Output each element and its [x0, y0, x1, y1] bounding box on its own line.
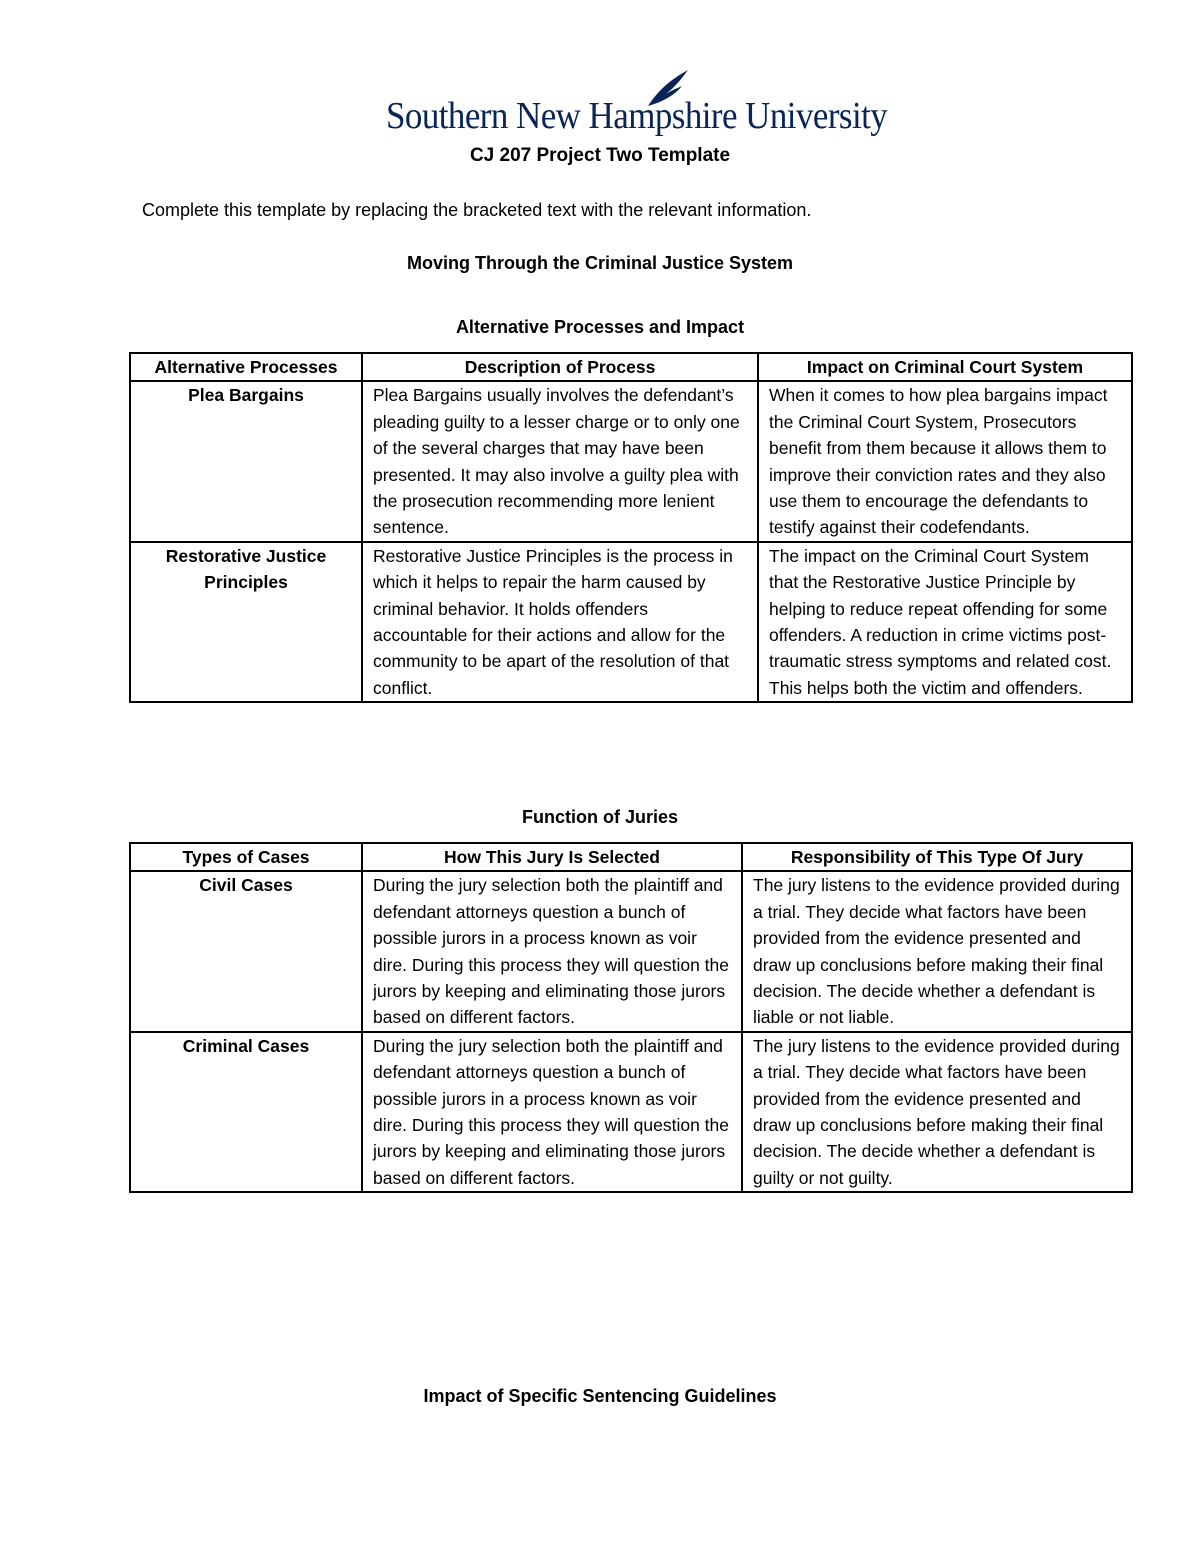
- jury-responsibility: The jury listens to the evidence provided during a trial. They decide what factors have been provided from the evidence presented and draw up conclusions before making their final decision. The decide whether a defendant is guilty or not guilty.: [742, 1032, 1132, 1192]
- sentencing-heading: Impact of Specific Sentencing Guidelines: [423, 1386, 777, 1406]
- column-header: How This Jury Is Selected: [362, 843, 742, 871]
- column-header: Alternative Processes: [130, 353, 362, 381]
- logo-text: Southern New Hampshire University: [386, 95, 888, 137]
- table-row: [130, 381, 1132, 541]
- table-row: [130, 542, 1132, 702]
- university-logo: [386, 68, 888, 137]
- process-name: Restorative Justice Principles: [130, 542, 362, 702]
- process-impact: When it comes to how plea bargains impact the Criminal Court System, Prosecutors benefit from them because it allows them to improve their conviction rates and they also use them to encourage the defendants to testify against their codefendants.: [758, 381, 1132, 541]
- juries-table: [129, 842, 1133, 1193]
- column-header: Description of Process: [362, 353, 758, 381]
- column-header: Responsibility of This Type Of Jury: [742, 843, 1132, 871]
- process-impact: The impact on the Criminal Court System that the Restorative Justice Principle by helping to reduce repeat offending for some offenders. A reduction in crime victims post-traumatic stress symptoms and related cost. This helps both the victim and offenders.: [758, 542, 1132, 702]
- process-description: Plea Bargains usually involves the defendant’s pleading guilty to a lesser charge or to only one of the several charges that may have been presented. It may also involve a guilty plea with the prosecution recommending more lenient sentence.: [362, 381, 758, 541]
- alt-processes-table: [129, 352, 1133, 703]
- jury-responsibility: The jury listens to the evidence provided during a trial. They decide what factors have been provided from the evidence presented and draw up conclusions before making their final decision. The decide whether a defendant is liable or not liable.: [742, 871, 1132, 1031]
- jury-selection: During the jury selection both the plaintiff and defendant attorneys question a bunch of possible jurors in a process known as voir dire. During this process they will question the jurors by keeping and eliminating those jurors based on different factors.: [362, 871, 742, 1031]
- process-description: Restorative Justice Principles is the process in which it helps to repair the harm caused by criminal behavior. It holds offenders accountable for their actions and allow for the community to be apart of the resolution of that conflict.: [362, 542, 758, 702]
- juries-heading: Function of Juries: [521, 807, 678, 827]
- table-row: [130, 1032, 1132, 1192]
- case-type: Civil Cases: [130, 871, 362, 1031]
- jury-selection: During the jury selection both the plaintiff and defendant attorneys question a bunch of possible jurors in a process known as voir dire. During this process they will question the jurors by keeping and eliminating those jurors based on different factors.: [362, 1032, 742, 1192]
- table-header-row: [130, 353, 1132, 381]
- page-title: CJ 207 Project Two Template: [469, 145, 731, 166]
- alt-processes-heading: Alternative Processes and Impact: [455, 317, 745, 337]
- table-row: [130, 871, 1132, 1031]
- column-header: Impact on Criminal Court System: [758, 353, 1132, 381]
- instructions-text: Complete this template by replacing the bracketed text with the relevant information.: [142, 200, 812, 220]
- column-header: Types of Cases: [130, 843, 362, 871]
- case-type: Criminal Cases: [130, 1032, 362, 1192]
- section-title: Moving Through the Criminal Justice System: [406, 253, 794, 273]
- table-header-row: [130, 843, 1132, 871]
- process-name: Plea Bargains: [130, 381, 362, 541]
